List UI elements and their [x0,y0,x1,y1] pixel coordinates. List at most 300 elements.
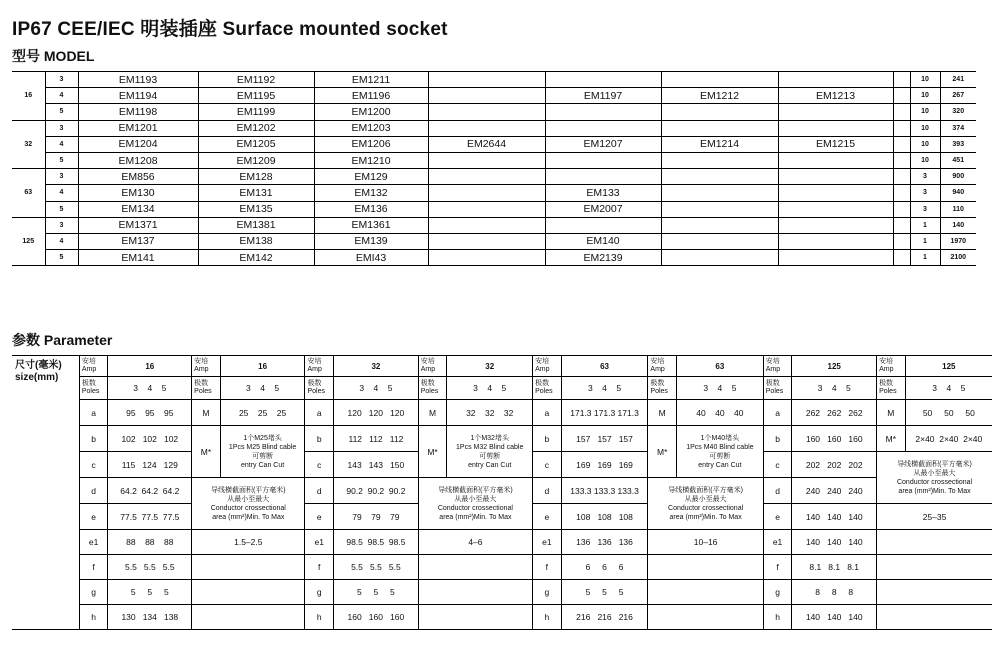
dimension-label: b [305,426,334,452]
dimension-label: g [763,580,792,605]
model-code-cell: EM856 [78,169,198,185]
dimension-row [12,605,992,630]
model-code-cell [661,201,778,217]
weight-cell: 393 [940,136,976,152]
dimension-values: 136 136 136 [561,530,648,555]
amp-header-value: 125 [792,356,877,377]
dimension-values: 77.5 77.5 77.5 [108,504,192,530]
spacer-cell [893,136,910,152]
pack-qty-cell: 10 [910,72,940,88]
model-code-cell: EM134 [78,201,198,217]
model-code-cell: EM1198 [78,104,198,120]
model-code-cell [661,185,778,201]
dimension-values: 160 160 160 [792,426,877,452]
blind-cable-note-line: 可剪断 [709,452,731,460]
conductor-note-line: area (mm²)Min. To Max [212,513,285,521]
dimension-values: 240 240 240 [792,478,877,504]
dimension-label: e1 [79,530,108,555]
dimension-values: 90.2 90.2 90.2 [334,478,419,504]
empty-cell [877,555,992,580]
spacer-cell [893,201,910,217]
dimension-row [12,426,992,452]
empty-cell [192,555,305,580]
amp-cell: 125 [12,217,45,266]
model-code-cell: EM1207 [545,136,661,152]
model-code-cell [778,72,893,88]
pack-qty-cell: 3 [910,185,940,201]
conductor-note-line: area (mm²)Min. To Max [669,513,742,521]
dimension-row [12,400,992,426]
amp-header-label-line: 安培 [650,358,665,365]
poles-header-values: 3 4 5 [561,377,648,400]
poles-header-values: 3 4 5 [220,377,305,400]
model-code-cell: EM1205 [198,136,314,152]
model-code-cell [545,169,661,185]
model-code-cell [778,250,893,266]
weight-cell: 900 [940,169,976,185]
empty-cell [877,530,992,555]
model-code-cell: EM138 [198,233,314,249]
conductor-note-line: Conductor crossectional [668,504,744,512]
blind-cable-note-line: entry Can Cut [468,461,512,469]
blind-cable-note-line: entry Can Cut [241,461,285,469]
model-code-cell [428,88,545,104]
amp-header-label [305,356,334,377]
poles-header-label-line: Poles [307,388,325,395]
model-code-cell [428,201,545,217]
model-code-cell [661,104,778,120]
model-code-cell [428,185,545,201]
poles-header-label [533,377,562,400]
empty-cell [648,580,763,605]
table-row [12,169,976,185]
spacer-cell [893,104,910,120]
poles-header-label-line: Poles [194,388,212,395]
model-code-cell [778,169,893,185]
poles-cell: 3 [45,120,78,136]
model-code-cell: EM135 [198,201,314,217]
poles-cell: 5 [45,104,78,120]
poles-header-label [648,377,677,400]
model-code-cell: EM1210 [314,152,428,168]
dimension-label: d [763,478,792,504]
model-code-cell [778,217,893,233]
pack-qty-cell: 3 [910,201,940,217]
m-values: 32 32 32 [447,400,533,426]
conductor-note-line: 从最小至最大 [454,495,497,503]
amp-header-value: 16 [220,356,305,377]
model-code-cell [428,104,545,120]
poles-header-values: 3 4 5 [677,377,764,400]
model-code-cell: EM1200 [314,104,428,120]
dimension-values: 140 140 140 [792,504,877,530]
spacer-cell [893,185,910,201]
dimension-values: 112 112 112 [334,426,419,452]
conductor-note-line: 导线横截面积(平方毫米) [438,486,513,494]
blind-cable-note-line: 1个M32堵头 [470,434,509,442]
amp-header-label-line: 安培 [879,358,894,365]
dimension-label: a [305,400,334,426]
table-row [12,185,976,201]
pack-qty-cell: 10 [910,152,940,168]
poles-header-label-line: 极数 [194,380,209,387]
spacer-cell [893,217,910,233]
model-code-cell [778,201,893,217]
model-code-cell [545,104,661,120]
model-code-cell [778,185,893,201]
dimension-label: e [79,504,108,530]
dimension-values: 64.2 64.2 64.2 [108,478,192,504]
amp-header-label-line: Amp [420,366,436,373]
weight-cell: 374 [940,120,976,136]
dimension-label: a [79,400,108,426]
dimension-values: 130 134 138 [108,605,192,630]
model-code-cell: EM1196 [314,88,428,104]
conductor-note-line: 从最小至最大 [227,495,270,503]
empty-cell [418,605,532,630]
blind-cable-note-line: 1Pcs M25 Blind cable [228,443,297,451]
poles-header-label-line: Poles [81,388,100,395]
dimension-label: c [305,452,334,478]
m-values: 50 50 50 [905,400,992,426]
m-star-label: M* [418,426,447,478]
dimension-label: d [305,478,334,504]
dimension-values: 6 6 6 [561,555,648,580]
poles-header-label [763,377,792,400]
blind-cable-note [220,426,305,478]
dimension-values: 79 79 79 [334,504,419,530]
conductor-note [192,478,305,530]
amp-header-label [79,356,108,377]
model-code-cell: EM1211 [314,72,428,88]
model-code-cell: EM140 [545,233,661,249]
poles-header-label-line: 极数 [650,380,665,387]
model-code-cell: EM1212 [661,88,778,104]
blind-cable-note-line: 1个M40堵头 [700,434,740,442]
m-star-values: 2×40 2×40 2×40 [905,426,992,452]
poles-header-label-line: 极数 [879,380,894,387]
amp-header-label-line: 安培 [535,358,550,365]
size-label [12,356,79,630]
dimension-label: e [763,504,792,530]
empty-cell [877,605,992,630]
blind-cable-note [447,426,533,478]
dimension-values: 108 108 108 [561,504,648,530]
spacer-cell [893,233,910,249]
model-code-cell [778,120,893,136]
amp-cell: 16 [12,72,45,121]
param-header-amp-row [12,356,992,377]
dimension-values: 5 5 5 [334,580,419,605]
amp-cell: 32 [12,120,45,169]
pack-qty-cell: 10 [910,104,940,120]
amp-header-label [192,356,221,377]
dimension-values: 8.1 8.1 8.1 [792,555,877,580]
conductor-range: 1.5–2.5 [192,530,305,555]
dimension-values: 157 157 157 [561,426,648,452]
amp-header-label [418,356,447,377]
model-code-cell: EM132 [314,185,428,201]
amp-header-label-line: 安培 [420,358,435,365]
model-code-cell [661,217,778,233]
empty-cell [192,580,305,605]
amp-header-label-line: Amp [650,366,665,373]
model-code-cell [661,233,778,249]
conductor-note-line: area (mm²)Min. To Max [898,487,971,495]
dimension-label: c [79,452,108,478]
poles-cell: 5 [45,250,78,266]
m-values: 40 40 40 [677,400,764,426]
page-title: IP67 CEE/IEC 明装插座 Surface mounted socket [12,19,448,40]
dimension-values: 202 202 202 [792,452,877,478]
poles-header-label [877,377,906,400]
model-code-cell: EM1194 [78,88,198,104]
dimension-label: h [305,605,334,630]
poles-cell: 3 [45,169,78,185]
dimension-label: h [763,605,792,630]
dimension-values: 169 169 169 [561,452,648,478]
conductor-note-line: Conductor crossectional [210,504,286,512]
blind-cable-note-line: 可剪断 [479,452,501,460]
model-code-cell: EM141 [78,250,198,266]
model-heading: 型号 MODEL [12,48,95,64]
dimension-row [12,478,992,504]
dimension-values: 102 102 102 [108,426,192,452]
poles-header-values: 3 4 5 [792,377,877,400]
conductor-note-line: Conductor crossectional [437,504,513,512]
amp-header-label-line: Amp [307,366,322,373]
poles-header-values: 3 4 5 [108,377,192,400]
weight-cell: 267 [940,88,976,104]
dimension-label: e1 [763,530,792,555]
table-row [12,217,976,233]
poles-header-label-line: Poles [879,388,897,395]
model-code-cell [661,169,778,185]
model-code-cell: EM1192 [198,72,314,88]
amp-header-label-line: 安培 [81,358,96,365]
poles-header-label-line: Poles [535,388,553,395]
blind-cable-note-line: entry Can Cut [698,461,742,469]
amp-header-value: 63 [561,356,648,377]
model-code-cell: EM139 [314,233,428,249]
poles-cell: 4 [45,185,78,201]
dimension-values: 120 120 120 [334,400,419,426]
empty-cell [648,555,763,580]
model-code-cell: EM136 [314,201,428,217]
amp-header-label [763,356,792,377]
dimension-values: 140 140 140 [792,605,877,630]
dimension-values: 5.5 5.5 5.5 [108,555,192,580]
table-row [12,152,976,168]
model-code-cell [661,72,778,88]
amp-header-label [648,356,677,377]
model-code-cell: EM1201 [78,120,198,136]
conductor-note-line: 从最小至最大 [684,495,727,503]
dimension-row [12,580,992,605]
dimension-label: h [533,605,562,630]
model-code-cell: EM1213 [778,88,893,104]
weight-cell: 140 [940,217,976,233]
dimension-values: 115 124 129 [108,452,192,478]
poles-cell: 3 [45,217,78,233]
poles-cell: 3 [45,72,78,88]
model-code-cell: EM1381 [198,217,314,233]
model-code-cell: EM128 [198,169,314,185]
amp-cell: 63 [12,169,45,218]
table-row [12,88,976,104]
model-code-cell: EM1203 [314,120,428,136]
model-code-cell: EM130 [78,185,198,201]
dimension-label: h [79,605,108,630]
model-code-cell: EM129 [314,169,428,185]
spacer-cell [893,120,910,136]
conductor-note-line: 导线横截面积(平方毫米) [668,486,743,494]
conductor-note-line: area (mm²)Min. To Max [439,513,512,521]
model-code-cell: EM137 [78,233,198,249]
amp-header-label-line: Amp [535,366,550,373]
model-code-cell: EM142 [198,250,314,266]
poles-header-label-line: 极数 [81,380,96,387]
dimension-label: c [533,452,562,478]
dimension-label: d [533,478,562,504]
model-code-cell [545,217,661,233]
poles-cell: 4 [45,136,78,152]
model-code-cell: EM1195 [198,88,314,104]
dimension-label: f [79,555,108,580]
model-code-cell [428,120,545,136]
model-code-cell: EM131 [198,185,314,201]
dimension-label: b [533,426,562,452]
weight-cell: 2100 [940,250,976,266]
pack-qty-cell: 10 [910,88,940,104]
poles-header-label-line: Poles [650,388,668,395]
model-code-cell [778,233,893,249]
weight-cell: 451 [940,152,976,168]
dimension-values: 140 140 140 [792,530,877,555]
pack-qty-cell: 10 [910,136,940,152]
model-code-cell [661,120,778,136]
empty-cell [418,555,532,580]
conductor-range: 10–16 [648,530,763,555]
model-code-cell: EM2139 [545,250,661,266]
poles-header-values: 3 4 5 [905,377,992,400]
empty-cell [192,605,305,630]
amp-header-value: 32 [334,356,419,377]
model-code-cell: EM1202 [198,120,314,136]
pack-qty-cell: 3 [910,169,940,185]
dimension-values: 262 262 262 [792,400,877,426]
model-code-cell [428,152,545,168]
model-code-cell [428,169,545,185]
table-row [12,120,976,136]
dimension-values: 160 160 160 [334,605,419,630]
dimension-values: 216 216 216 [561,605,648,630]
dimension-label: e [305,504,334,530]
dimension-row [12,555,992,580]
pack-qty-cell: 1 [910,233,940,249]
conductor-range: 25–35 [877,504,992,530]
table-row [12,136,976,152]
parameter-table [12,355,992,630]
model-code-cell: EM1214 [661,136,778,152]
conductor-note [418,478,532,530]
weight-cell: 241 [940,72,976,88]
blind-cable-note-line: 1个M25堵头 [243,434,282,442]
model-code-cell [545,72,661,88]
amp-header-label [533,356,562,377]
poles-header-label-line: 极数 [535,380,550,387]
table-row [12,233,976,249]
pack-qty-cell: 1 [910,217,940,233]
dimension-values: 5 5 5 [561,580,648,605]
dimension-label: b [763,426,792,452]
blind-cable-note-line: 可剪断 [252,452,274,460]
dimension-label: e [533,504,562,530]
model-code-cell: EM1361 [314,217,428,233]
dimension-row [12,530,992,555]
dimension-label: f [763,555,792,580]
model-code-cell [661,152,778,168]
dimension-label: g [533,580,562,605]
m-label: M [192,400,221,426]
amp-header-label-line: 安培 [194,358,209,365]
poles-header-label-line: 极数 [765,380,780,387]
dimension-label: a [763,400,792,426]
amp-header-label-line: 安培 [765,358,780,365]
size-label-line: 尺寸(毫米) [15,360,62,371]
model-code-cell [428,233,545,249]
m-star-label: M* [192,426,221,478]
blind-cable-note [677,426,764,478]
pack-qty-cell: 10 [910,120,940,136]
spacer-cell [893,169,910,185]
dimension-values: 88 88 88 [108,530,192,555]
m-star-label: M* [877,426,906,452]
poles-header-label [305,377,334,400]
dimension-label: a [533,400,562,426]
model-code-cell [428,72,545,88]
table-row [12,72,976,88]
poles-header-values: 3 4 5 [334,377,419,400]
weight-cell: 1970 [940,233,976,249]
dimension-values: 143 143 150 [334,452,419,478]
param-header-poles-row [12,377,992,400]
dimension-label: b [79,426,108,452]
model-code-cell: EM1206 [314,136,428,152]
spacer-cell [893,72,910,88]
model-code-cell: EM133 [545,185,661,201]
poles-header-label [192,377,221,400]
pack-qty-cell: 1 [910,250,940,266]
amp-header-value: 16 [108,356,192,377]
model-table [12,71,976,266]
parameter-heading: 参数 Parameter [12,332,113,348]
empty-cell [877,580,992,605]
dimension-values: 133.3 133.3 133.3 [561,478,648,504]
model-code-cell: EM1371 [78,217,198,233]
dimension-values: 5 5 5 [108,580,192,605]
poles-header-values: 3 4 5 [447,377,533,400]
amp-header-label-line: Amp [765,366,781,373]
amp-header-label-line: Amp [879,366,894,373]
dimension-label: f [533,555,562,580]
model-code-cell [778,104,893,120]
model-code-cell: EM1215 [778,136,893,152]
poles-header-label-line: Poles [765,388,784,395]
dimension-label: c [763,452,792,478]
m-label: M [648,400,677,426]
dimension-label: g [305,580,334,605]
